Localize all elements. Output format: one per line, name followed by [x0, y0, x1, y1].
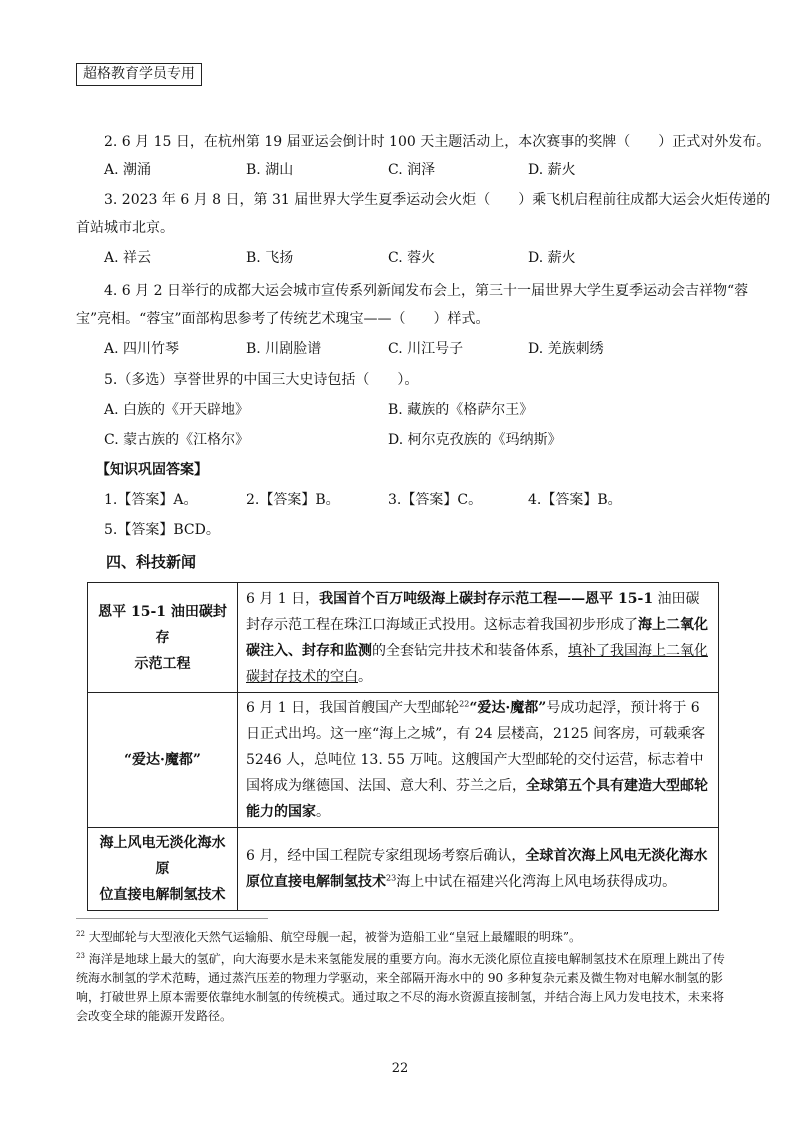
news-text: 范工程在珠江口海域正式投用。这标志着我国初步形成了: [288, 616, 638, 633]
question-2-text: 2. 6 月 15 日，在杭州第 19 届亚运会倒计时 100 天主题活动上，本次赛事的奖牌（ ）正式对外发布。: [104, 134, 771, 150]
news-text: 海上中试在福建兴化湾海上风电场获得成功。: [396, 874, 677, 890]
news-text: 号成功起浮，预计将于 6 日正式出坞。这一座“海上之城”，有 24 层楼高，2125 间客房，可载乘客 5246 人，总吨位 13. 55 万吨。这艘国产大型邮轮的交付运营，标志着中国将成为继德国、法国、意大利、芬兰之后，: [246, 700, 706, 794]
footnote-ref-22: 22: [459, 699, 470, 709]
news-text-underlined: 的空白: [316, 668, 358, 685]
answer-1: 1.【答案】A。: [104, 492, 198, 508]
news-label-line: 示范工程: [134, 655, 191, 672]
news-text-bold: 封存和监测: [302, 642, 372, 659]
tech-news-table: [87, 582, 719, 911]
table-row: [88, 693, 719, 828]
footnote-22: [76, 928, 726, 947]
news-text: 6 月，经中国工程院专家组现场考察后确认，: [246, 848, 526, 864]
answer-5: 5.【答案】BCD。: [104, 522, 220, 538]
footnote-23: [76, 950, 726, 1026]
news-body-cell: [238, 693, 719, 828]
news-text-underlined: 填补了我国海上二氧化碳封存技术: [246, 642, 708, 685]
news-body-cell: [238, 828, 719, 911]
news-text-bold: “爱达·魔都”: [469, 700, 547, 716]
question-3-text: 3. 2023 年 6 月 8 日，第 31 届世界大学生夏季运动会火炬（ ）乘飞机启程前往成都大运会火炬传递的: [104, 192, 771, 208]
q4-option-b: B. 川剧脸谱: [246, 341, 322, 357]
page-number: 22: [391, 1061, 409, 1076]
answers-title: 【知识巩固答案】: [96, 462, 208, 478]
footnote-divider: [76, 918, 268, 919]
q3-option-b: B. 飞扬: [246, 250, 294, 266]
news-label-line: “爱达·魔都”: [124, 752, 201, 768]
q2-option-d: D. 薪火: [528, 162, 576, 178]
q3-option-c: C. 蓉火: [388, 250, 436, 266]
news-text: 6 月 1 日，: [246, 590, 320, 607]
news-text-bold: 我国首个百万吨级海上碳封存示范工程——恩平 15-1: [319, 590, 654, 607]
news-label-cell: [88, 583, 238, 693]
q5-option-b: B. 藏族的《格萨尔王》: [388, 402, 534, 418]
footnote-number: 22: [76, 930, 85, 938]
q3-option-a: A. 祥云: [104, 250, 152, 266]
news-text: 油田碳封存示: [246, 590, 700, 633]
question-3-text-cont: 首站城市北京。: [76, 220, 174, 236]
table-row: [88, 583, 719, 693]
question-4-text: 4. 6 月 2 日举行的成都大运会城市宣传系列新闻发布会上，第三十一届世界大学生夏季运动会吉祥物“蓉: [104, 283, 749, 299]
answer-4: 4.【答案】B。: [528, 492, 622, 508]
footnote-ref-23: 23: [386, 873, 397, 883]
question-5-text: 5.（多选）享誉世界的中国三大史诗包括（ ）。: [104, 372, 419, 388]
news-text-bold: 全球首次海上风电无淡化海水原位直接电解制氢技术: [246, 848, 708, 890]
q5-option-c: C. 蒙古族的《江格尔》: [104, 432, 250, 448]
footnote-number: 23: [76, 952, 85, 960]
news-text: 。: [316, 804, 330, 820]
q2-option-c: C. 润泽: [388, 162, 436, 178]
news-text: 6 月 1 日，我国首艘国产大型邮轮: [246, 700, 460, 716]
q3-option-d: D. 薪火: [528, 250, 576, 266]
news-label-cell: [88, 693, 238, 828]
answer-2: 2.【答案】B。: [246, 492, 340, 508]
news-body-cell: [238, 583, 719, 693]
footnote-text: 海洋是地球上最大的氢矿，向大海要水是未来氢能发展的重要方向。海水无淡化原位直接电解制氢技术在原理上跳出了传统海水制氢的学术范畴，通过蒸汽压差的物理力学驱动，来全部隔开海水中的 90 多种复杂元素及微生物对电解水制氢的影响，打破世界上原本需要依靠纯水制氢的传统模式。通过取之不尽的海水资源直接制氢，并结合海上风力发电技术，未来将会改变全球的能源开发路径。: [76, 952, 725, 1023]
q4-option-d: D. 羌族刺绣: [528, 341, 604, 357]
section-title: 四、科技新闻: [106, 553, 197, 571]
news-text-bold: 海上二氧化碳注入、: [246, 616, 708, 659]
news-text: 的全套钻完井技术和装备体系，: [372, 642, 568, 659]
q2-option-b: B. 湖山: [246, 162, 294, 178]
news-text: 。: [358, 668, 372, 685]
q2-option-a: A. 潮涌: [104, 162, 152, 178]
news-label-cell: [88, 828, 238, 911]
footnote-text: 大型邮轮与大型液化天然气运输船、航空母舰一起，被誉为造船工业“皇冠上最耀眼的明珠”。: [88, 930, 582, 944]
q5-option-d: D. 柯尔克孜族的《玛纳斯》: [388, 432, 562, 448]
news-label-line: 恩平 15-1 油田碳封存: [98, 603, 227, 646]
table-row: [88, 828, 719, 911]
q5-option-a: A. 白族的《开天辟地》: [104, 402, 250, 418]
q4-option-c: C. 川江号子: [388, 341, 464, 357]
question-4-text-cont: 宝”亮相。“蓉宝”面部构思参考了传统艺术瑰宝——（ ）样式。: [76, 311, 490, 327]
news-text-bold: 全球第五个具有建造大型邮轮能力的国家: [246, 778, 708, 820]
news-label-line: 海上风电无淡化海水原: [99, 835, 226, 877]
q4-option-a: A. 四川竹琴: [104, 341, 180, 357]
news-label-line: 位直接电解制氢技术: [99, 887, 226, 903]
exclusive-stamp: 超格教育学员专用: [76, 63, 202, 86]
answer-3: 3.【答案】C。: [388, 492, 483, 508]
